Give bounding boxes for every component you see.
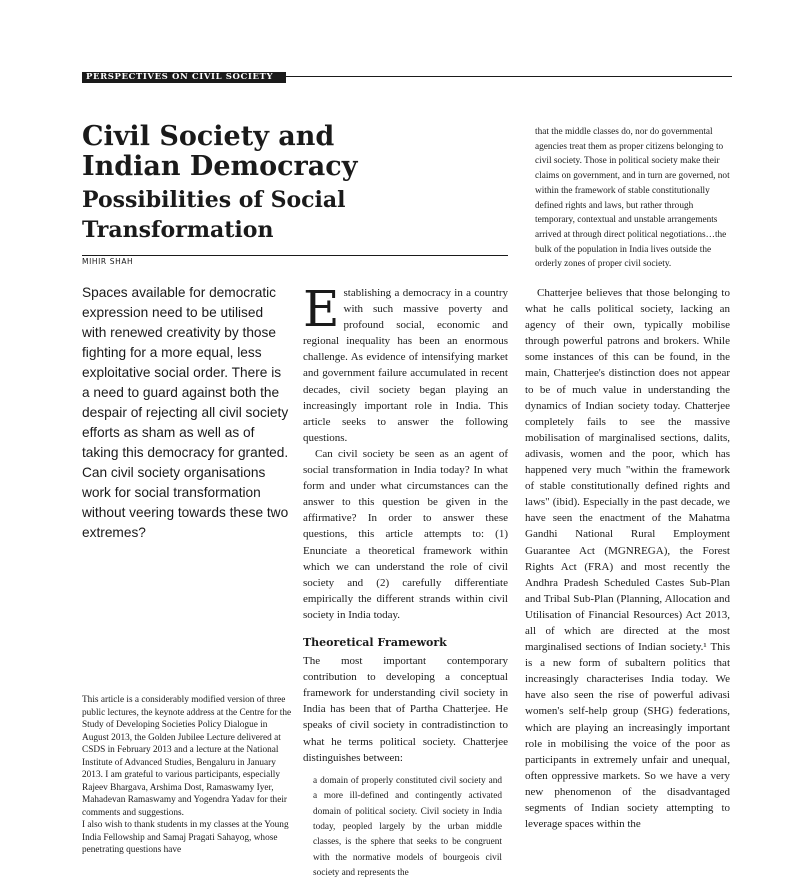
article-title [82, 122, 502, 182]
intro-paragraph-text: stablishing a democracy in a country with such massive poverty and profound social, economic and regional inequality has been an enormous challenge. As evidence of intensifying market and government failure accumulated in recent decades, civil society began playing an increasingly important role in India. This article seeks to answer the following questions. [303, 287, 508, 444]
footnote-paragraph-1: This article is a considerably modified version of three public lectures, the keynote address at the Centre for the Study of Developing Societies Policy Dialogue in August 2013, the Golden Jubilee Lecture delivered at CSDS in February 2013 and a lecture at the National Institute of Advanced Studies, Bengaluru in January 2013. I am grateful to various participants, especially Rajeev Bhargava, Arshima Dost, Ramaswamy Iyer, Mahadevan Ramaswamy and Yogendra Yadav for their comments and suggestions. [82, 695, 292, 818]
abstract: Spaces available for democratic expression need to be utilised with renewed creativity by those fighting for a more equal, less exploitative social order. There is a need to guard against both the despair of rejecting all civil society efforts as sham as well as of taking this democracy for granted. Can civil society organisations work for social transformation without veering towards these two extremes? [82, 285, 289, 540]
section-tag: PERSPECTIVES ON CIVIL SOCIETY [82, 72, 286, 83]
author-name: MIHIR SHAH [82, 257, 134, 266]
questions-paragraph: Can civil society be seen as an agent of social transformation in India today? In what form and under what circumstances can the answer to this question be given in the affirmative? In order to answer these questions, this article attempts to: (1) Enunciate a theoretical framework within which we can understand the role of civil society and (2) carefully differentiate empirically the different strands within civil society in India today. [303, 447, 508, 621]
body-column-3 [525, 285, 730, 832]
section-rule [286, 76, 732, 77]
footnote-paragraph-2: I also wish to thank students in my classes at the Young India Fellowship and Samaj Pragati Sahayog, whose penetrating questions have [82, 820, 289, 855]
block-quote: a domain of properly constituted civil society and a more ill-defined and contingently activated domain of political society. Civil society in India today, peopled largely by the urban middle classes, is the sphere that seeks to be congruent with the normative models of bourgeois civil society and represents the [313, 775, 502, 879]
drop-cap: E [303, 280, 340, 338]
body-column-2 [303, 280, 508, 882]
author-rule [82, 255, 508, 256]
article-subtitle: Possibilities of Social Transformation [82, 187, 346, 243]
title-line-2: Indian Democracy [82, 151, 358, 182]
intro-paragraph [303, 280, 508, 446]
critique-paragraph: Chatterjee believes that those belonging to what he calls political society, lacking an agency of their own, typically mobilise through powerful patrons and brokers. While some instances of this can be found, in the main, Chatterjee's distinction does not appear to be of much value in understanding the dynamics of Indian society today. Chatterjee completely fails to see the massive mobilisation of marginalised sections, dalits, adivasis, women and the poor, which has happened very much "within the framework of stable constitutionally defined rights and laws" (ibid). Especially in the past decade, we have seen the enactment of the Mahatma Gandhi National Rural Employment Guarantee Act (MGNREGA), the Forest Rights Act (FRA) and most recently the Andhra Pradesh Scheduled Castes Sub-Plan and Tribal Sub-Plan (Planning, Allocation and Utilisation of Financial Resources) Act 2013, all of which are directed at the most marginalised sections of Indian society.¹ This is a new form of subaltern politics that increasingly characterises India today. We have also seen the rise of powerful adivasi women's self-help group (SHG) federations, which are playing an increasingly important role in mobilising the voice of the poor as participants in extremely unfair and unequal, often oppressive markets. So we have a very new phenomenon of the disadvantaged segments of Indian society attempting to leverage spaces within the [525, 287, 730, 831]
framework-paragraph: The most important contemporary contribution to developing a conceptual framework for understanding civil society in India has been that of Partha Chatterjee. He speaks of civil society in contradistinction to what he terms political society. Chatterjee distinguishes between: [303, 655, 508, 764]
section-heading: Theoretical Framework [303, 635, 447, 649]
title-line-1: Civil Society and [82, 121, 335, 152]
author-footnote [82, 694, 292, 857]
block-quote-continued: that the middle classes do, nor do governmental agencies treat them as proper citizens belonging to civil society. Those in political society make their claims on government, and in turn are governed, not within the framework of stable constitutionally defined rights and laws, but rather through temporary, contextual and unstable arrangements arrived at through direct political negotiations…the bulk of the population in India lives outside the orderly zones of proper civil society. [535, 127, 730, 270]
